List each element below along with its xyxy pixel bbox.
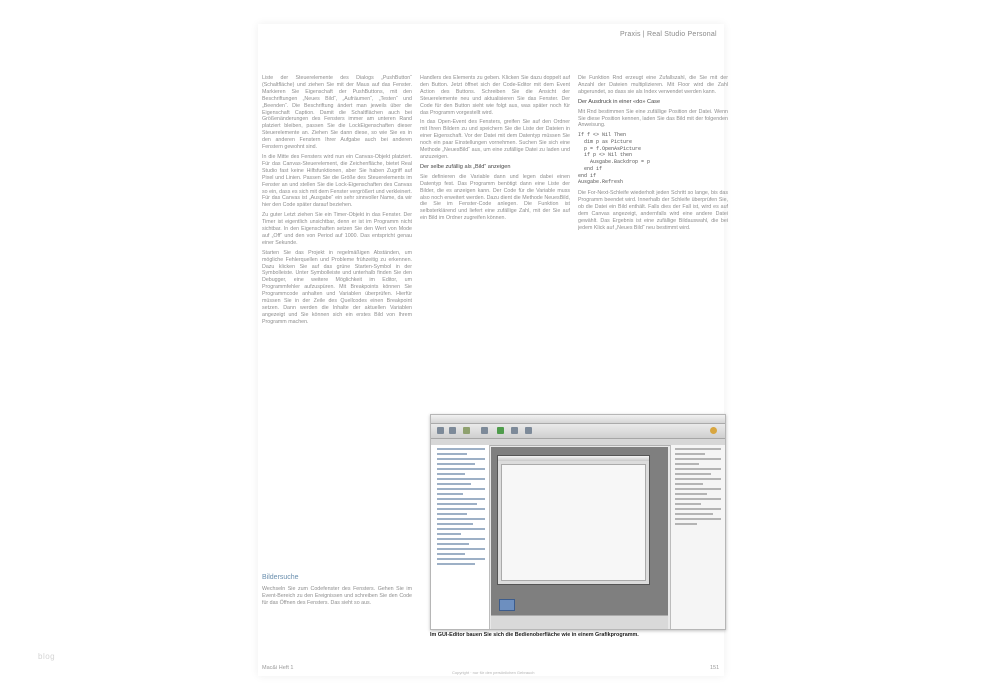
text-column-1 (262, 75, 412, 655)
build-icon (511, 427, 518, 434)
paragraph: In das Open-Event des Fensters, greifen Sie auf den Ordner mit Ihren Bildern zu und speichern Sie die Liste der Dateien in einer Eigenschaft. Vor der Datei mit dem Datentyp müssen Sie noch ein paar Einstellungen vornehmen. Suchen Sie sich eine Methode „NeuesBild“ aus, um eine zufällige Datei zu laden und anzuzeigen. (420, 119, 570, 160)
forward-icon (449, 427, 456, 434)
paragraph: Handlers des Elements zu geben. Klicken Sie dazu doppelt auf den Button. Jetzt öffnet sich der Code-Editor mit dem Event Action des Buttons. Schreiben Sie die Ansicht der Steuerelemente neu und aktualisieren Sie das Fenster. Der Code für den Button sieht wie folgt aus, was später noch für das Programm vorgestellt wird. (420, 75, 570, 116)
text-column-2 (420, 75, 570, 405)
footer-publication: Mac&i Heft 1 (262, 665, 294, 671)
running-title: Praxis | Real Studio Personal (620, 31, 717, 38)
settings-icon (481, 427, 488, 434)
properties-panel (670, 445, 725, 629)
subheading: Der Ausdruck in einer «do» Case (578, 98, 661, 105)
paragraph: Sie definieren die Variable dann und legen dabei einen Datentyp fest. Das Programm benötigt dann eine Liste der Bilder, die es anzeigen kann. Der Code für die Variable muss also noch erweitert werden. Dazu dient die Methode NeuesBild, die Sie im Fenster-Code anlegen. Die Funktion ist selbsterklärend und liefert eine zufällige Zahl, mit der Sie auf ein Bild im Ordner zugreifen können. (420, 173, 570, 222)
ide-screenshot (430, 414, 726, 630)
editor-statusbar (491, 615, 668, 629)
text-column-1-continued (262, 586, 412, 648)
paragraph: Liste der Steuerelemente des Dialogs „PushButton“ (Schaltfläche) und ziehen Sie mit der Maus auf das Fenster. Markieren Sie Eigenschaft der PushButtons, mit den Beschriftungen „Neues Bild“, „Aufräumen“, „Testen“ und „Beenden“. Die Beschriftung ändert man jeweils über die Eigenschaft Caption. Damit die Schaltflächen auch bei Größenänderungen des Fensters immer am unteren Rand platziert bleiben, passen Sie die LockEigenschaften dieser Steuerelemente an. Ziehen Sie dann diese, so wie Sie es in den anderen Fenstern Ihrer Aufgabe auch bei anderen Fenstern gewohnt sind. (262, 75, 412, 151)
paragraph: Mit Rnd bestimmen Sie eine zufällige Position der Datei. Wenn Sie diese Position kennen, laden Sie das Bild mit der folgenden Anweisung. (578, 108, 728, 129)
designed-window (497, 455, 650, 585)
paragraph: Zu guter Letzt ziehen Sie ein Timer-Objekt in das Fenster. Der Timer ist eigentlich unsichtbar, denn er ist im Programm nicht sichtbar. In den Eigenschaften setzen Sie den Wert von Mode auf „Off“ und den von Period auf 1000. Das entspricht genau einer Sekunde. (262, 212, 412, 246)
code-listing: If f <> Nil Then dim p as Picture p = f.OpenAsPicture if p <> Nil then Ausgabe.Backdrop = p end if end if Ausgabe.Refresh (578, 132, 651, 186)
ide-toolbar (431, 424, 725, 439)
paragraph: Die Funktion Rnd erzeugt eine Zufallszahl, die Sie mit der Anzahl der Dateien multiplizieren. Mit Floor wird die Zahl abgerundet, so dass sie als Index verwendet werden kann. (578, 75, 728, 95)
canvas-control (501, 464, 646, 581)
timer-icon (499, 599, 515, 611)
back-icon (437, 427, 444, 434)
debug-icon (525, 427, 532, 434)
text-column-3 (578, 75, 728, 420)
paragraph: Wechseln Sie zum Codefenster des Fensters. Gehen Sie im Event-Bereich zu den Ereignissen und schreiben Sie den Code für das Öffnen des Fensters. Das sieht so aus. (262, 586, 412, 606)
paragraph: In die Mitte des Fensters wird nun ein Canvas-Objekt platziert. Für das Canvas-Steuerelement, die Zeichenfläche, bietet Real Studio fast keine Hilfsfunktionen, aber Sie haben Zugriff auf Pixel und Linien. Passen Sie die Größe des Steuerelements im Fenster an und stellen Sie die Lock-Eigenschaften des Canvas so ein, dass es sich mit dem Fenster vergrößert und verkleinert. Für das Canvas ist „Ausgabe“ ein sehr sinnvoller Name, da wir hier den Code später darauf beziehen. (262, 153, 412, 209)
add-icon (463, 427, 470, 434)
section-heading: Bildersuche (262, 574, 299, 581)
help-icon (710, 427, 717, 434)
subheading: Der selbe zufällig als „Bild“ anzeigen (420, 163, 511, 170)
run-icon (497, 427, 504, 434)
page-number: 151 (710, 665, 720, 671)
paragraph: Die For-Next-Schleife wiederholt jeden Schritt so lange, bis das Programm beendet wird. Innerhalb der Schleife überprüfen Sie, ob die Datei ein Bild enthält. Falls dies der Fall ist, wird es auf dem Canvas angezeigt, andernfalls wird eine andere Datei gewählt. Das Ergebnis ist eine zufällige Bildauswahl, die bei jedem Klick auf „Neues Bild“ neu bestimmt wird. (578, 189, 728, 231)
figure-caption: Im GUI-Editor bauen Sie sich die Bedienoberfläche wie in einem Grafikprogramm. (430, 632, 639, 638)
paragraph: Starten Sie das Projekt in regelmäßigen Abständen, um mögliche Fehlerquellen und Probleme frühzeitig zu erkennen. Dazu klicken Sie auf das grüne Starten-Symbol in der Symbolleiste. Unter Symbolleiste und unterhalb finden Sie den Debugger, eine weitere Möglichkeit im Editor, um Programmfehler aufzuspüren. Mit Breakpoints können Sie Programmcode anhalten und Variablen überprüfen. Hierfür müssen Sie in der Zeile des Quellcodes einen Breakpoint setzen. Dann werden die Inhalte der aktuellen Variablen angezeigt und Sie können sich ein erstes Bild von Ihrem Programm machen. (262, 249, 412, 325)
controls-library-panel (431, 445, 490, 629)
footer-copyright: Copyright · nur für den persönlichen Gebrauch (452, 670, 535, 675)
window-titlebar (431, 415, 725, 424)
layout-editor-canvas (491, 447, 668, 615)
watermark: blog (38, 652, 56, 661)
